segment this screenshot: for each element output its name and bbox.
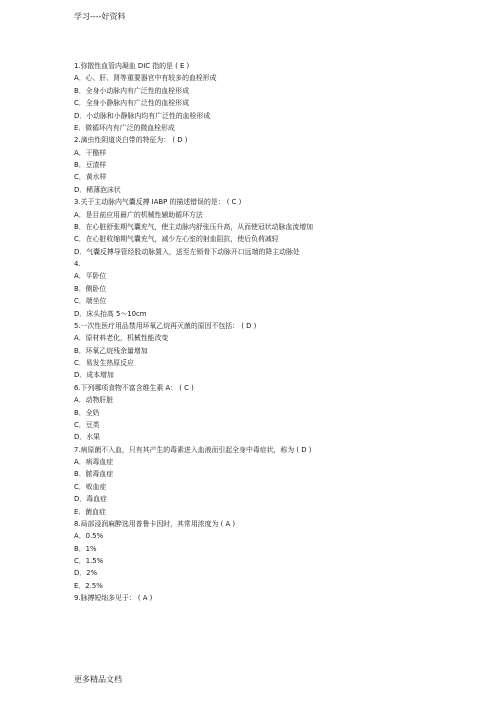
answer-option: C．在心脏收缩期气囊充气，减少左心室的射血阻抗，使后负荷减轻: [74, 235, 279, 244]
question-text: 2.滴虫性阴道炎白带的特征为： ( D ): [74, 136, 188, 145]
answer-option: D．成本增加: [74, 371, 114, 380]
question-text: 1.弥散性血管内凝血 DIC 指的是 ( E ): [74, 62, 190, 70]
answer-option: C．1.5%: [74, 557, 104, 565]
answer-option: B．在心脏舒张期气囊充气，使主动脉内舒张压升高，从而使冠状动脉血流增加: [74, 222, 314, 231]
answer-option: B．豆渣样: [74, 161, 107, 169]
answer-option: E．2.5%: [74, 581, 103, 590]
answer-option: E．微循环内有广泛的微血栓形成: [74, 123, 175, 132]
question-text: 9.脉搏短绌多见于： ( A ): [74, 594, 153, 603]
answer-option: C．全身小静脉内有广泛性的血栓形成: [74, 99, 190, 108]
answer-option: C．端坐位: [74, 297, 107, 306]
answer-option: C．易发生热原反应: [74, 359, 134, 367]
answer-option: A．心、肝、肾等重要器官中有较多的血栓形成: [74, 74, 217, 83]
answer-option: B．环氧乙烷残余量增加: [74, 346, 148, 355]
answer-option: D．气囊反搏导管经股动脉置入，送至左锁骨下动脉开口远端的降主动脉处: [74, 247, 300, 256]
answer-option: A．病毒血症: [74, 458, 114, 466]
question-text: 4.: [74, 260, 81, 268]
answer-option: D．毒血症: [74, 495, 107, 504]
answer-option: D．水果: [74, 433, 100, 442]
question-text: 3.关于主动脉内气囊反搏 IABP 的描述错误的是： ( C ): [74, 198, 242, 207]
page-header: 学习----好资料: [74, 12, 126, 21]
answer-option: C．败血症: [74, 482, 107, 491]
answer-option: D．稀薄泡沫状: [74, 185, 121, 194]
answer-option: A．干酪样: [74, 148, 107, 157]
answer-option: A．是目前应用最广的机械性辅助循环方法: [74, 210, 203, 219]
answer-option: E．菌血症: [74, 507, 106, 516]
answer-option: B．侧卧位: [74, 284, 107, 293]
answer-option: C．黄水样: [74, 173, 107, 182]
answer-option: D．床头抬高 5～10cm: [74, 309, 147, 318]
answer-option: B．1%: [74, 544, 97, 553]
answer-option: B．脓毒血症: [74, 470, 114, 479]
page-footer: 更多精品文档: [74, 675, 122, 684]
answer-option: C．豆类: [74, 420, 100, 429]
question-list: [74, 60, 474, 605]
answer-option: B．全身小动脉内有广泛性的血栓形成: [74, 86, 189, 95]
question-text: 5.一次性医疗用品禁用环氧乙烷再灭菌的原因不包括： ( D ): [74, 321, 257, 330]
answer-option: B．全奶: [74, 408, 100, 417]
answer-option: A．0.5%: [74, 532, 104, 541]
answer-option: D．小动脉和小静脉内均有广泛性的血栓形成: [74, 111, 211, 120]
answer-option: A．平卧位: [74, 272, 107, 281]
question-text: 6.下列哪项食物不富含维生素 A： ( C ): [74, 383, 194, 392]
answer-option: D．2%: [74, 569, 98, 578]
answer-option: A．原材料老化，机械性能改变: [74, 334, 169, 343]
question-text: 7.病原菌不入血，只有其产生的毒素进入血液而引起全身中毒症状，称为 ( D ): [74, 445, 312, 454]
answer-option: A．动物肝脏: [74, 396, 114, 405]
question-text: 8.局部浸润麻醉选用普鲁卡因时，其常用浓度为 ( A ): [74, 519, 236, 528]
